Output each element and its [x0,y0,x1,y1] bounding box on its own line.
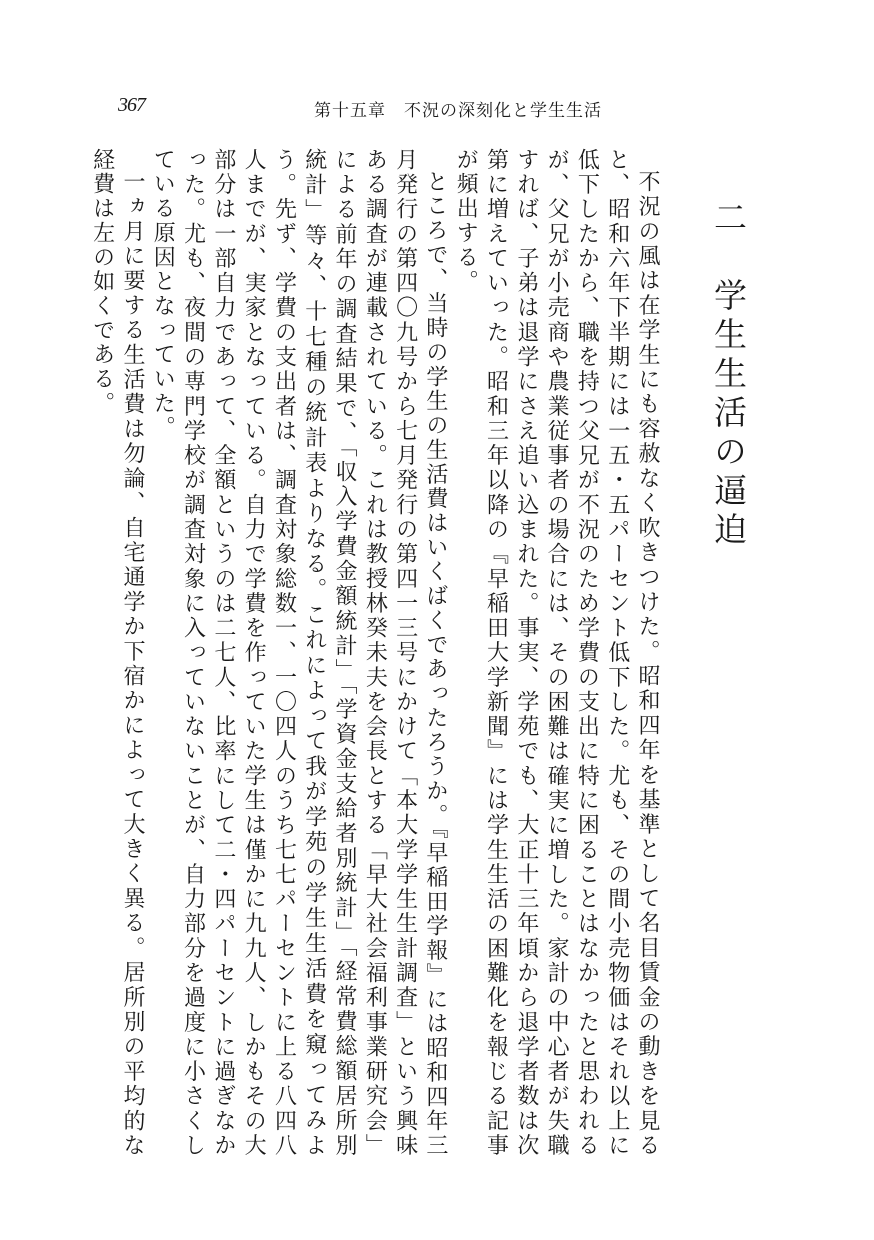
page-header [118,94,758,124]
paragraph-2: ところで、当時の学生の生活費はいくばくであったろうか。『早稲田学報』には昭和四年三月発行の第四〇九号から七月発行の第四一三号にかけて「本大学学生生計調査」という興味ある調査が連載されている。これは教授林癸未夫を会長とする「早大社会福利事業研究会」による前年の調査結果で、「収入学費金額統計」「学資金支給者別統計」「経常費総額居所別統計」等々、十七種の統計表よりなる。これによって我が学苑の学生生活費を窺ってみよう。先ず、学費の支出者は、調査対象総数一、一〇四人のうち七七パーセントに上る八四八人までが、実家となっている。自力で学費を作っていた学生は僅かに九九人、しかもその大部分は一部自力であって、全額というのは二七人、比率にして二・四パーセントに過ぎなかった。尤も、夜間の専門学校が調査対象に入っていないことが、自力部分を過度に小さくしている原因となっていた。 [150,148,448,1158]
page-number: 367 [118,94,145,116]
vertical-body-text [89,148,748,1158]
section-title: 二 学生生活の逼迫 [709,200,748,551]
paragraph-3: 一ヵ月に要する生活費は勿論、自宅通学か下宿かによって大きく異る。居所別の平均的な経費は左の如くである。 [89,148,145,1158]
paragraph-1: 不況の風は在学生にも容赦なく吹きつけた。昭和四年を基準として名目賃金の動きを見ると、昭和六年下半期には一五・五パーセント低下した。尤も、その間小売物価はそれ以上に低下したから、職を持つ父兄が不況のため学費の支出に特に困ることはなかったと思われるが、父兄が小売商や農業従事者の場合には、その困難は確実に増した。家計の中心者が失職すれば、子弟は退学にさえ追い込まれた。事実、学苑でも、大正十三年頃から退学者数は次第に増えていった。昭和三年以降の『早稲田大学新聞』には学生生活の困難化を報じる記事が頻出する。 [453,148,660,1158]
running-head: 第十五章 不況の深刻化と学生生活 [314,101,602,121]
